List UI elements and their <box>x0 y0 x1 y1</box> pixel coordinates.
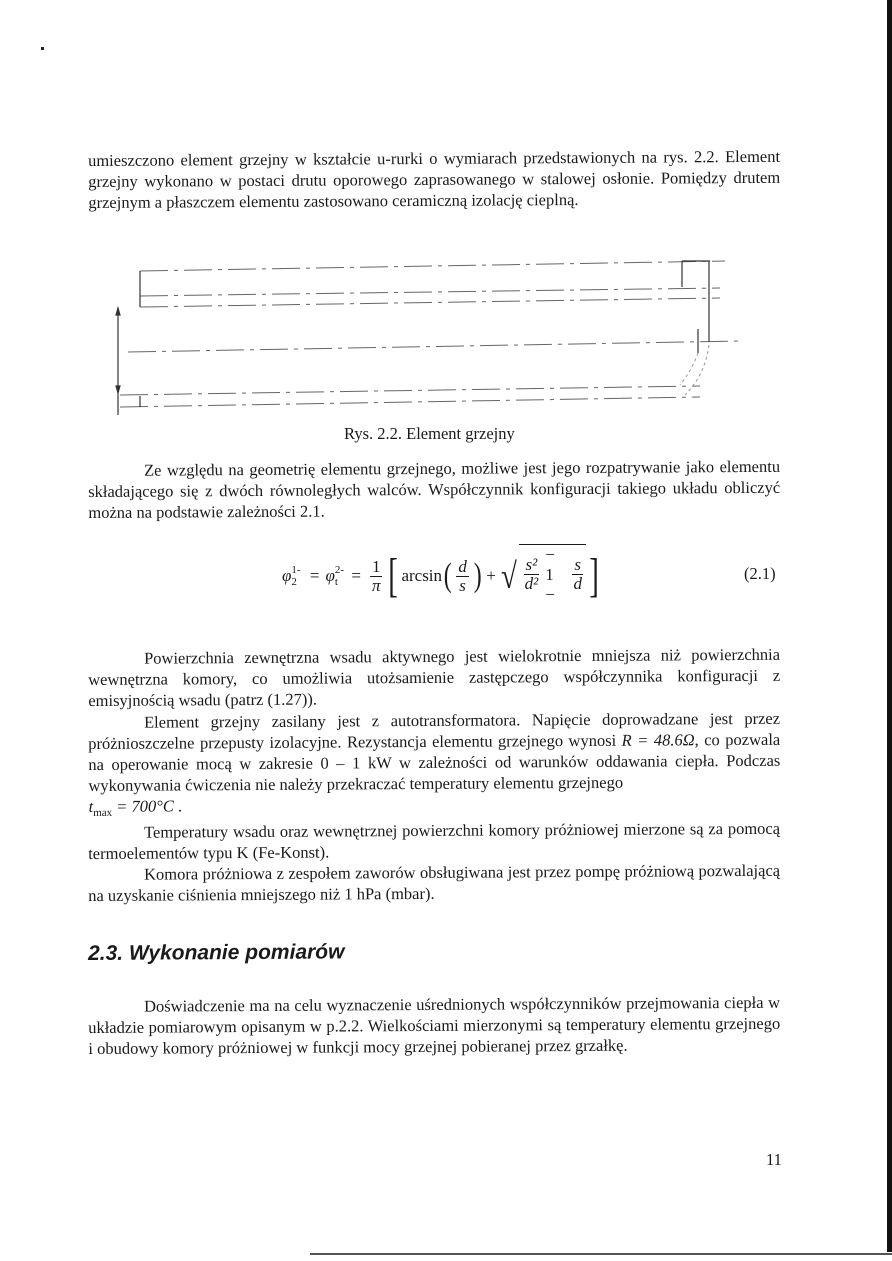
paragraph-vacuum-chamber: Komora próżniowa z zespołem zaworów obsługiwana jest przez pompę próżniową pozwalającą na uzyskanie ciśnienia mniejszego niż 1 hPa (mbar). <box>88 860 781 905</box>
figure-heating-element-drawing <box>100 245 760 415</box>
paragraph-heating-element: Element grzejny zasilany jest z autotransformatora. Napięcie doprowadzane jest przez próżnioszczelne przepusty izolacyjne. Rezystancja elementu grzejnego wynosi R = 48.6Ω, co pozwala na operowanie mocą w zakresie 0 – 1 kW w zależności od warunków oddawania ciepła. Podczas wykonywania ćwiczenia nie należy przekraczać temperatury elementu grzejnego $t_{max} = 700^\circ C$ . <box>88 708 781 819</box>
resistance-value: R = 48.6Ω <box>621 730 695 750</box>
section-heading: 2.3. Wykonanie pomiarów <box>88 940 345 965</box>
paragraph-intro: umieszczono element grzejny w kształcie u-rurki o wymiarach przedstawionych na rys. 2.2. Element grzejny wykonano w postaci drutu oporowego zaprasowanego w stalowej osłonie. Pomiędzy drutem grzejnym a płaszczem elementu zastosowano ceramiczną izolację cieplną. <box>88 146 781 212</box>
left-bracket: [ <box>388 549 399 602</box>
fraction-d-over-s: $\frac{d}{s}$ <box>458 556 467 595</box>
sqrt-icon: √ <box>500 556 517 596</box>
paragraph-temperatures: Temperatury wsadu oraz wewnętrznej powierzchni komory próżniowej mierzone są za pomocą termoelementów typu K (Fe-Konst). <box>88 818 781 863</box>
square-root: √ $\frac{\text{s²}}{\text{d²}}$ − 1 − $\frac{s}{d}$ <box>499 548 586 605</box>
figure-caption: Rys. 2.2. Element grzejny <box>344 424 515 443</box>
equation-2-1: φ 1-2 = φ 2-t = $\frac{1}{\pi}$ [ arcsin ( $\frac{d}{s}$ ) + √ $\frac{\text{s²}}{\text{d²}}$ − 1 − $\frac{s}{d}$ ] <box>282 544 599 604</box>
scan-edge-bottom <box>310 1253 892 1255</box>
fraction-one-over-pi: $\frac{1}{\pi}$ <box>371 556 381 595</box>
scan-edge-right <box>887 0 892 1252</box>
page-number: 11 <box>766 1150 782 1169</box>
phi-symbol: φ <box>325 566 335 585</box>
equation-number: (2.1) <box>744 564 776 583</box>
paragraph-experiment: Doświadczenie ma na celu wyznaczenie uśrednionych współczynników przejmowania ciepła w układzie pomiarowym opisanym w p.2.2. Wielkościami mierzonymi są temperatury elementu grzejnego i obudowy komory próżniowej w funkcji mocy grzejnej pobieranej przez grzałkę. <box>88 992 781 1058</box>
tmax-symbol: t <box>88 796 94 816</box>
paragraph-surface: Powierzchnia zewnętrzna wsadu aktywnego jest wielokrotnie mniejsza niż powierzchnia wewnętrzna komory, co umożliwia utożsamienie zastępczego współczynnika konfiguracji z emisyjnością wsadu (patrz (1.27)). <box>88 644 781 710</box>
phi-symbol: φ <box>282 566 292 585</box>
paragraph-geometry: Ze względu na geometrię elementu grzejnego, możliwe jest jego rozpatrywanie jako elementu składającego się z dwóch równoległych walców. Współczynnik konfiguracji takiego układu obliczyć można na podstawie zależności 2.1. <box>88 456 781 522</box>
right-bracket: ] <box>589 549 599 602</box>
u-tube-drawing <box>100 245 760 415</box>
scan-speck <box>41 47 44 50</box>
tmax-value: = 700°C <box>112 796 174 816</box>
